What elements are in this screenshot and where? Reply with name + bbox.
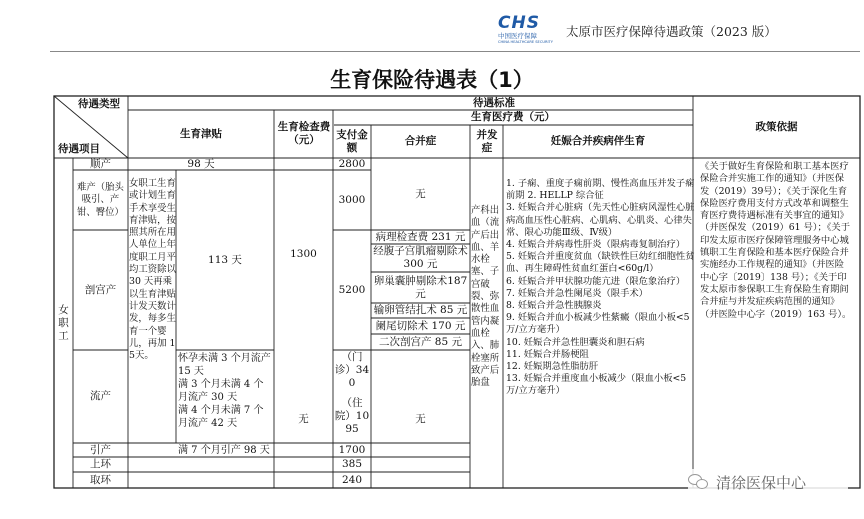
list-item: 13. 妊娠合并重度血小板减少（限血小板<5万/立方毫升） [506, 373, 687, 397]
allowance-liuchan-line: 满 3 个月未满 4 个月流产 30 天 [178, 379, 264, 403]
logo-chinese-text: 中国医疗保障 [498, 32, 537, 40]
header-payment: 支付金额 [336, 129, 368, 154]
allowance-note: 女职工生育或计划生育手术享受生育津贴，按照其所在用人单位上年度职工月平均工资除以 30 天再乘以生育津贴计发天数计发，每多生育一个婴儿，再加 15天。 [129, 178, 176, 362]
complication-item: 卵巢囊肿剔除术187 元 [373, 274, 468, 300]
table-title: 生育保险待遇表（1） [330, 68, 534, 92]
checkup-fee-value: 1300 [290, 247, 317, 260]
header-treatment-type: 待遇类型 [78, 98, 120, 110]
row-label-pougongchan: 剖宫产 [84, 283, 117, 296]
payment-liuchan-inpatient: （住院）1095 [334, 396, 370, 435]
complication-item: 经腹子宫肌瘤剔除术 300 元 [373, 245, 468, 270]
complication-item: 病理检查费 231 元 [375, 230, 466, 243]
complication-liuchan: 无 [415, 412, 426, 425]
allowance-liuchan [178, 352, 273, 430]
list-item: 6. 妊娠合并甲状腺功能亢进（限危象治疗） [506, 275, 686, 287]
allowance-liuchan-line: 满 4 个月未满 7 个月流产 42 天 [178, 405, 264, 429]
list-item: 4. 妊娠合并病毒性肝炎（限病毒复制治疗） [506, 239, 686, 251]
row-label-nanchan: 难产（胎头吸引、产钳、臀位） [77, 182, 124, 218]
allowance-yinchan: 满 7 个月引产 98 天 [178, 445, 270, 456]
header-complication: 合并症 [404, 135, 437, 147]
concurrent-text: 产科出血（流产后出血、羊水栓塞、子宫破裂、弥散性血管内凝血栓入、肺栓塞所致产后胎盘 [471, 205, 500, 389]
pregnancy-disease-list [506, 178, 696, 398]
header-allowance: 生育津贴 [180, 127, 222, 140]
header-concurrent: 并发症 [476, 129, 498, 154]
payment-quhuan: 240 [341, 473, 363, 486]
row-label-yinchan: 引产 [90, 443, 111, 456]
group-female-employee: 女职工 [58, 303, 69, 342]
row-label-liuchan: 流产 [90, 390, 111, 402]
watermark [688, 469, 848, 495]
complication-item: 二次剖宫产 85 元 [378, 335, 463, 348]
logo-mark: CHS [498, 13, 540, 33]
list-item: 9. 妊娠合并血小板减少性紫癜（限血小板<5万/立方毫升） [506, 312, 690, 336]
complication-item: 阑尾切除术 170 元 [375, 319, 466, 332]
policy-basis-text: 《关于做好生育保险和职工基本医疗保险合并实施工作的通知》（并医保发（2019）39号）；《关于深化生育保险医疗费用支付方式改革和调整生育医疗费待遇标准有关事宜的通知》（并医保发（2019）61 号）；《关于印发太原市医疗保障管理服务中心城镇职工生育保险和基本医疗保险合并实施经办工作规程的通知》（并医险中心字〔2019〕138 号）；《关于印发太原市参保职工生育保险生育期间合并症与并发症疾病范围的通知》（并医险中心字（2019）163 号）。 [700, 161, 852, 320]
row-label-shunchan: 顺产 [90, 157, 111, 170]
complication-item: 输卵管结扎术 85 元 [373, 304, 468, 316]
header-medical-fee: 生育医疗费（元） [471, 111, 555, 123]
payment-yinchan: 1700 [338, 443, 366, 456]
document-title: 太原市医疗保障待遇政策（2023 版） [566, 24, 777, 39]
header-policy-basis: 政策依据 [755, 120, 798, 133]
wechat-icon [688, 474, 710, 490]
payment-shunchan: 2800 [338, 157, 366, 170]
header-treatment-item: 待遇项目 [58, 143, 100, 155]
allowance-shunchan: 98 天 [187, 157, 215, 170]
row-label-shanghuan: 上环 [90, 458, 111, 470]
checkup-fee-liuchan: 无 [298, 412, 309, 425]
header-pregnancy-disease: 妊娠合并疾病伴生育 [550, 135, 646, 147]
list-item: 1. 子痫、重度子痫前期、慢性高血压并发子痫前期 2. HELLP 综合征 [506, 178, 695, 202]
list-item: 7. 妊娠合并急性阑尾炎（限手术） [506, 287, 648, 299]
row-label-quhuan: 取环 [90, 473, 111, 486]
complication-none: 无 [415, 187, 426, 200]
allowance-pougongchan: 113 天 [208, 253, 242, 266]
payment-pougongchan: 5200 [338, 283, 366, 296]
payment-shanghuan: 385 [341, 458, 363, 470]
list-item: 5. 妊娠合并重度贫血（缺铁性巨幼红细胞性贫血、再生障碍性贫血红蛋白<60g/l） [506, 251, 695, 275]
payment-liuchan-clinic: （门诊）340 [334, 350, 370, 389]
header-checkup-fee: 生育检查费（元） [277, 121, 331, 146]
watermark-text: 清徐医保中心 [716, 473, 807, 492]
header-treatment-standard: 待遇标准 [473, 96, 515, 109]
payment-nanchan: 3000 [338, 193, 366, 206]
list-item: 12. 妊娠期急性脂肪肝 [506, 361, 599, 373]
list-item: 10. 妊娠合并急性胆囊炎和胆石病 [506, 336, 645, 348]
list-item: 3. 妊娠合并心脏病（先天性心脏病风湿性心脏病高血压性心脏病、心肌病、心肌炎、心律失常、限心功能Ⅲ级、Ⅳ级） [506, 202, 695, 238]
logo-english-text: CHINA HEALTHCARE SECURITY [498, 40, 553, 44]
allowance-liuchan-line: 怀孕未满 3 个月流产 15 天 [178, 353, 271, 377]
list-item: 11. 妊娠合并肠梗阻 [506, 348, 589, 360]
list-item: 8. 妊娠合并急性胰腺炎 [506, 300, 602, 312]
